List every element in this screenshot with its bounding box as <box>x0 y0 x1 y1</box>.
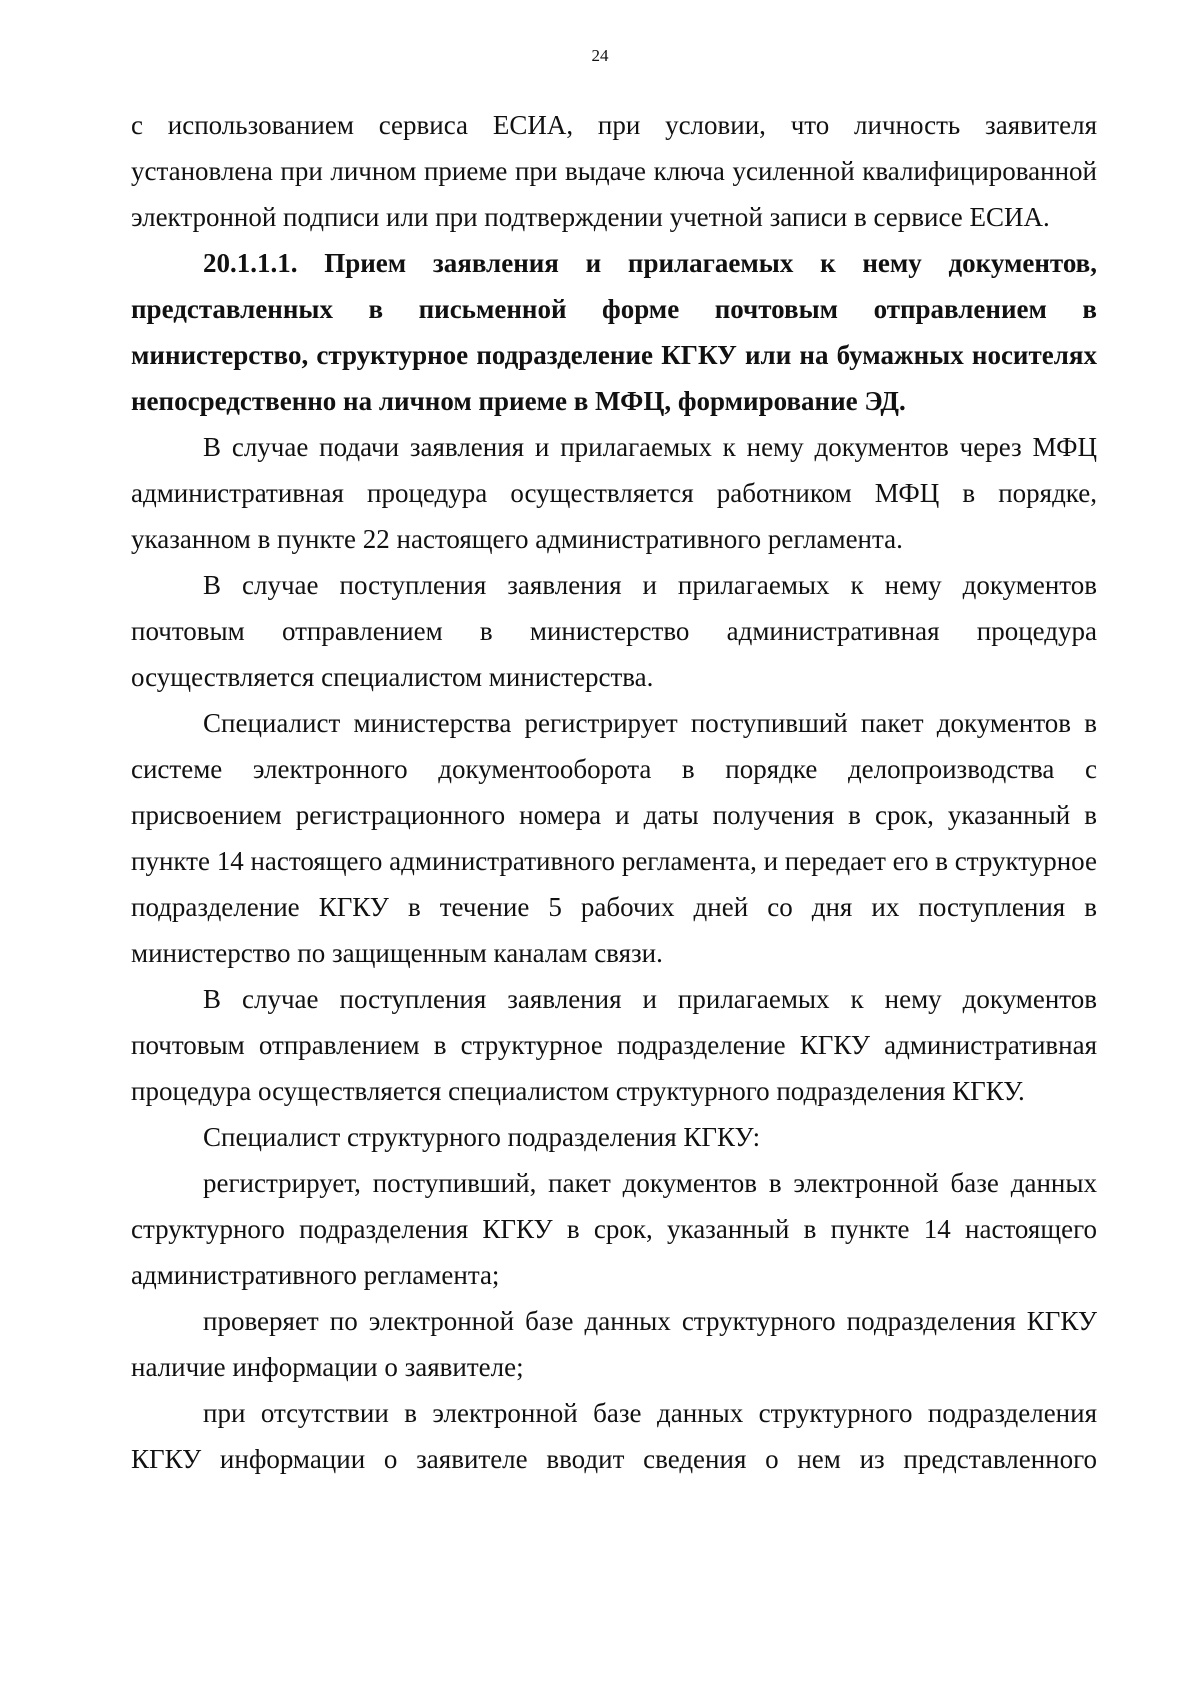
list-item-registers: регистрирует, поступивший, пакет документов в электронной базе данных структурного подразделения КГКУ в срок, указанный в пункте 14 настоящего административного регламента; <box>131 1168 1097 1290</box>
list-item-checks: проверяет по электронной базе данных структурного подразделения КГКУ наличие информации о заявителе; <box>131 1306 1097 1382</box>
paragraph-postal-to-kgku: В случае поступления заявления и прилагаемых к нему документов почтовым отправлением в структурное подразделение КГКУ административная процедура осуществляется специалистом структурного подразделения КГКУ. <box>131 984 1097 1106</box>
paragraph-ministry-registration: Специалист министерства регистрирует поступивший пакет документов в системе электронного документооборота в порядке делопроизводства с присвоением регистрационного номера и даты получения в срок, указанный в пункте 14 настоящего административного регламента, и передает его в структурное подразделение КГКУ в течение 5 рабочих дней со дня их поступления в министерство по защищенным каналам связи. <box>131 708 1097 968</box>
paragraph-postal-to-ministry: В случае поступления заявления и прилагаемых к нему документов почтовым отправлением в министерство административная процедура осуществляется специалистом министерства. <box>131 570 1097 692</box>
document-body <box>131 102 1097 1482</box>
page-number: 24 <box>591 46 609 65</box>
list-item-enters-data: при отсутствии в электронной базе данных структурного подразделения КГКУ информации о заявителе вводит сведения о нем из представленного <box>131 1398 1097 1474</box>
paragraph-mfc-submission: В случае подачи заявления и прилагаемых к нему документов через МФЦ административная процедура осуществляется работником МФЦ в порядке, указанном в пункте 22 настоящего административного регламента. <box>131 432 1097 554</box>
section-heading-20-1-1-1: 20.1.1.1. Прием заявления и прилагаемых к нему документов, представленных в письменной форме почтовым отправлением в министерство, структурное подразделение КГКУ или на бумажных носителях непосредственно на личном приеме в МФЦ, формирование ЭД. <box>131 248 1097 416</box>
paragraph-kgku-specialist: Специалист структурного подразделения КГКУ: <box>203 1122 761 1152</box>
paragraph-esia-continuation: с использованием сервиса ЕСИА, при условии, что личность заявителя установлена при личном приеме при выдаче ключа усиленной квалифицированной электронной подписи или при подтверждении учетной записи в сервисе ЕСИА. <box>131 110 1097 232</box>
